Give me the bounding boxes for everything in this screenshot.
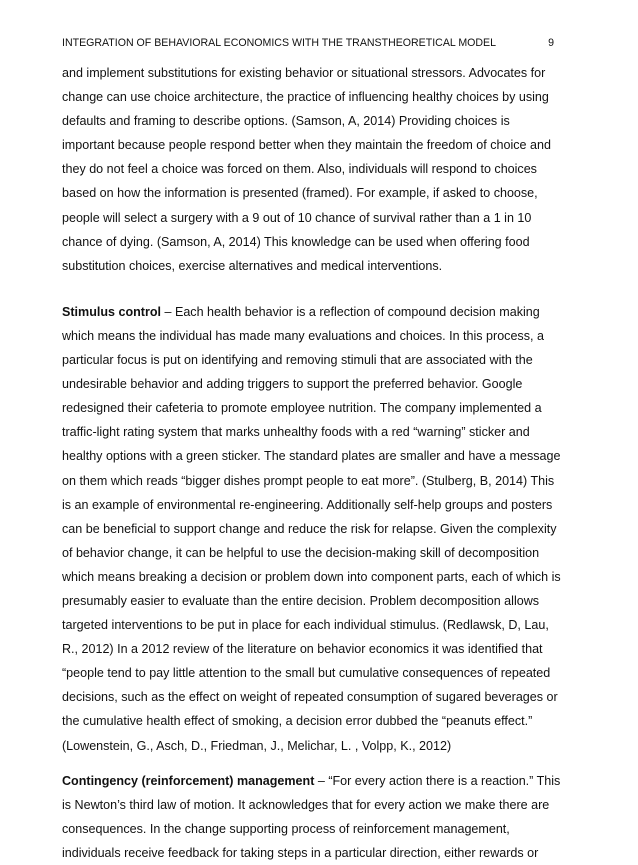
paragraph-contingency-management [62, 769, 562, 865]
text-line: healthy options with a green sticker. The standard plates are smaller and have a message [62, 449, 561, 464]
page-header [62, 37, 554, 53]
text-line: targeted interventions to be put in place for each individual stimulus. (Redlawsk, D, Lau, [62, 618, 549, 633]
text-line: R., 2012) In a 2012 review of the literature on behavior economics it was identified that [62, 642, 543, 657]
text-line: decisions, such as the effect on weight of repeated consumption of sugared beverages or [62, 690, 558, 705]
text-line: based on how the information is presented (framed). For example, if asked to choose, [62, 186, 538, 201]
text-line [62, 769, 562, 793]
text-line: change can use choice architecture, the practice of influencing healthy choices by using [62, 90, 549, 105]
body-text [62, 61, 562, 865]
text-line: can be beneficial to support change and reduce the risk for relapse. Given the complexity [62, 521, 557, 536]
text-line: of behavior change, it can be helpful to use the decision-making skill of decomposition [62, 545, 540, 560]
text-line: which means the individual has made many evaluations and choices. In this process, a [62, 328, 544, 343]
text-line: is Newton’s third law of motion. It acknowledges that for every action we make there are [62, 797, 550, 812]
paragraph-stimulus-control [62, 300, 562, 758]
section-heading-contingency-management: Contingency (reinforcement) management [62, 773, 315, 788]
section-heading-stimulus-control: Stimulus control [62, 304, 161, 319]
text-line: important because people respond better when they maintain the freedom of choice and [62, 138, 551, 153]
text-line: which means breaking a decision or problem down into component parts, each of which is [62, 569, 561, 584]
text-line: (Lowenstein, G., Asch, D., Friedman, J., Melichar, L. , Volpp, K., 2012) [62, 738, 452, 753]
text-line: people will select a surgery with a 9 out of 10 chance of survival rather than a 1 in 10 [62, 210, 532, 225]
text-line: particular focus is put on identifying and removing stimuli that are associated with the [62, 353, 533, 368]
text-line: chance of dying. (Samson, A, 2014) This knowledge can be used when offering food [62, 234, 530, 249]
text-line: redesigned their cafeteria to promote employee nutrition. The company implemented a [62, 401, 542, 416]
text-line: is an example of environmental re-engineering. Additionally self-help groups and posters [62, 497, 553, 512]
heading-line-rest: – Each health behavior is a reflection of compound decision making [161, 304, 540, 319]
text-line [62, 300, 562, 324]
text-line: the cumulative health effect of smoking, a decision error dubbed the “peanuts effect.” [62, 714, 533, 729]
text-line: on them which reads “bigger dishes prompt people to eat more”. (Stulberg, B, 2014) This [62, 473, 555, 488]
text-line: defaults and framing to describe options. (Samson, A, 2014) Providing choices is [62, 114, 510, 129]
paragraph-choice-architecture [62, 61, 562, 278]
text-line: substitution choices, exercise alternatives and medical interventions. [62, 258, 443, 273]
text-line: and implement substitutions for existing behavior or situational stressors. Advocates for [62, 66, 546, 80]
running-head: INTEGRATION OF BEHAVIORAL ECONOMICS WITH THE TRANSTHEORETICAL MODEL [62, 37, 496, 49]
text-line: undesirable behavior and adding triggers to support the preferred behavior. Google [62, 377, 523, 392]
text-line: traffic-light rating system that marks unhealthy foods with a red “warning” sticker and [62, 425, 530, 440]
text-line: consequences. In the change supporting process of reinforcement management, [62, 821, 510, 836]
text-line: individuals receive feedback for taking steps in a particular direction, either rewards or [62, 845, 539, 860]
text-line: presumably easier to evaluate than the entire decision. Problem decomposition allows [62, 593, 540, 608]
text-line: they do not feel a choice was forced on them. Also, individuals will respond to choices [62, 162, 537, 177]
page-number: 9 [548, 37, 554, 49]
text-line: “people tend to pay little attention to the small but cumulative consequences of repeated [62, 666, 551, 681]
heading-line-rest: – “For every action there is a reaction.” This [314, 773, 561, 788]
